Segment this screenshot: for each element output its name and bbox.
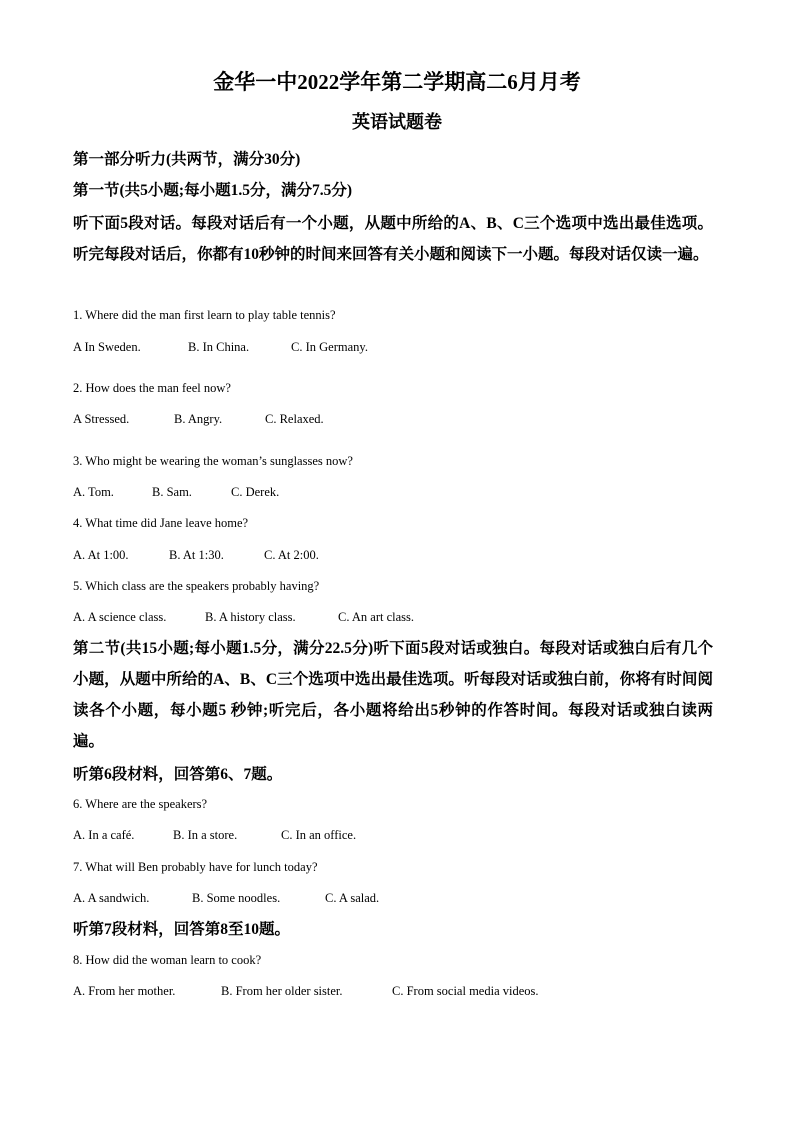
question-4-option-c[interactable]: C. At 2:00. xyxy=(264,548,319,562)
question-2-option-b[interactable]: B. Angry. xyxy=(174,412,223,426)
question-1-option-c[interactable]: C. In Germany. xyxy=(291,340,368,354)
question-4-options xyxy=(73,546,319,564)
question-5-option-b[interactable]: B. A history class. xyxy=(205,610,296,624)
question-1-option-b[interactable]: B. In China. xyxy=(188,340,250,354)
question-5-option-c[interactable]: C. An art class. xyxy=(338,610,415,624)
question-3-option-b[interactable]: B. Sam. xyxy=(152,485,192,499)
question-4-option-b[interactable]: B. At 1:30. xyxy=(169,548,224,562)
question-4-option-a[interactable]: A. At 1:00. xyxy=(73,548,129,562)
question-5-stem: 5. Which class are the speakers probably having? xyxy=(73,579,320,593)
question-7-options xyxy=(73,889,379,907)
question-6-options xyxy=(73,826,356,844)
question-2-stem: 2. How does the man feel now? xyxy=(73,381,231,395)
question-8-option-a[interactable]: A. From her mother. xyxy=(73,984,176,998)
question-6-option-b[interactable]: B. In a store. xyxy=(173,828,238,842)
exam-title: 金华一中2022学年第二学期高二6月月考 xyxy=(213,70,581,94)
question-4-stem: 4. What time did Jane leave home? xyxy=(73,516,249,530)
question-3-option-c[interactable]: C. Derek. xyxy=(231,485,280,499)
question-5-options xyxy=(73,608,414,626)
question-7-option-b[interactable]: B. Some noodles. xyxy=(192,891,281,905)
question-8-option-c[interactable]: C. From social media videos. xyxy=(392,984,539,998)
question-5-option-a[interactable]: A. A science class. xyxy=(73,610,167,624)
section2-instructions: 第二节(共15小题;每小题1.5分，满分22.5分)听下面5段对话或独白。每段对话或独白后有几个小题，从题中所给的A、B、C三个选项中选出最佳选项。听每段对话或独白前，你将有时间阅读各个小题，每小题5 秒钟;听完后，各小题将给出5秒钟的作答时间。每段对话或独白读两遍。 xyxy=(73,640,713,750)
question-1-option-a[interactable]: A In Sweden. xyxy=(73,340,141,354)
section1-instructions: 听下面5段对话。每段对话后有一个小题，从题中所给的A、B、C三个选项中选出最佳选项。听完每段对话后，你都有10秒钟的时间来回答有关小题和阅读下一小题。每段对话仅读一遍。 xyxy=(73,215,713,263)
question-3-options xyxy=(73,483,279,501)
exam-subtitle: 英语试题卷 xyxy=(352,112,442,132)
question-6-stem: 6. Where are the speakers? xyxy=(73,797,208,811)
material6-heading: 听第6段材料，回答第6、7题。 xyxy=(73,766,283,783)
question-8-option-b[interactable]: B. From her older sister. xyxy=(221,984,343,998)
question-2-option-c[interactable]: C. Relaxed. xyxy=(265,412,324,426)
question-3-stem: 3. Who might be wearing the woman’s sunglasses now? xyxy=(73,454,353,468)
question-3-option-a[interactable]: A. Tom. xyxy=(73,485,114,499)
question-7-option-a[interactable]: A. A sandwich. xyxy=(73,891,150,905)
question-7-stem: 7. What will Ben probably have for lunch today? xyxy=(73,860,318,874)
question-1-options xyxy=(73,338,368,356)
question-8-options xyxy=(73,982,539,1000)
question-2-option-a[interactable]: A Stressed. xyxy=(73,412,130,426)
material7-heading: 听第7段材料，回答第8至10题。 xyxy=(73,921,291,938)
question-1-stem: 1. Where did the man first learn to play table tennis? xyxy=(73,308,336,322)
question-7-option-c[interactable]: C. A salad. xyxy=(325,891,380,905)
part1-heading: 第一部分听力(共两节，满分30分) xyxy=(73,151,301,168)
question-6-option-a[interactable]: A. In a café. xyxy=(73,828,135,842)
question-6-option-c[interactable]: C. In an office. xyxy=(281,828,357,842)
question-2-options xyxy=(73,410,324,428)
question-8-stem: 8. How did the woman learn to cook? xyxy=(73,953,262,967)
section1-heading: 第一节(共5小题;每小题1.5分，满分7.5分) xyxy=(73,182,352,199)
